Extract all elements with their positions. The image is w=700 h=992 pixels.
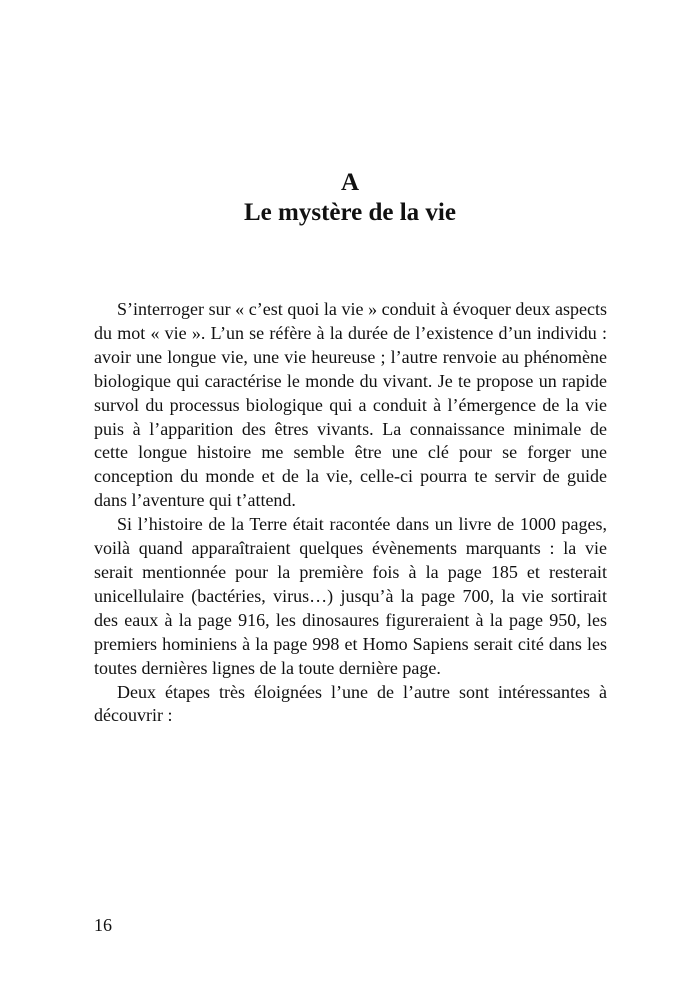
- paragraph-2: Si l’histoire de la Terre était racontée dans un livre de 1000 pages, voilà quand apparaîtraient quelques évènements marquants : la vie serait mentionnée pour la première fois à la page 185 et resterait unicellulaire (bactéries, virus…) jusqu’à la page 700, la vie sortirait des eaux à la page 916, les dinosaures figureraient à la page 950, les premiers hominiens à la page 998 et Homo Sapiens serait cité dans les toutes dernières lignes de la toute dernière page.: [94, 514, 607, 678]
- paragraph-1: S’interroger sur « c’est quoi la vie » conduit à évoquer deux aspects du mot « vie ». L’un se réfère à la durée de l’existence d’un individu : avoir une longue vie, une vie heureuse ; l’autre renvoie au phénomène biologique qui caractérise le monde du vivant. Je te propose un rapide survol du processus biologique qui a conduit à l’émergence de la vie puis à l’apparition des êtres vivants. La connaissance minimale de cette longue histoire me semble être une clé pour se forger une conception du monde et de la vie, celle-ci pourra te servir de guide dans l’aventure qui t’attend.: [94, 299, 607, 511]
- page-number: 16: [94, 915, 112, 935]
- chapter-letter: A: [340, 169, 360, 196]
- paragraph-3: Deux étapes très éloignées l’une de l’autre sont intéressantes à découvrir :: [94, 681, 607, 726]
- body-text: [94, 298, 607, 728]
- chapter-title: Le mystère de la vie: [244, 199, 456, 226]
